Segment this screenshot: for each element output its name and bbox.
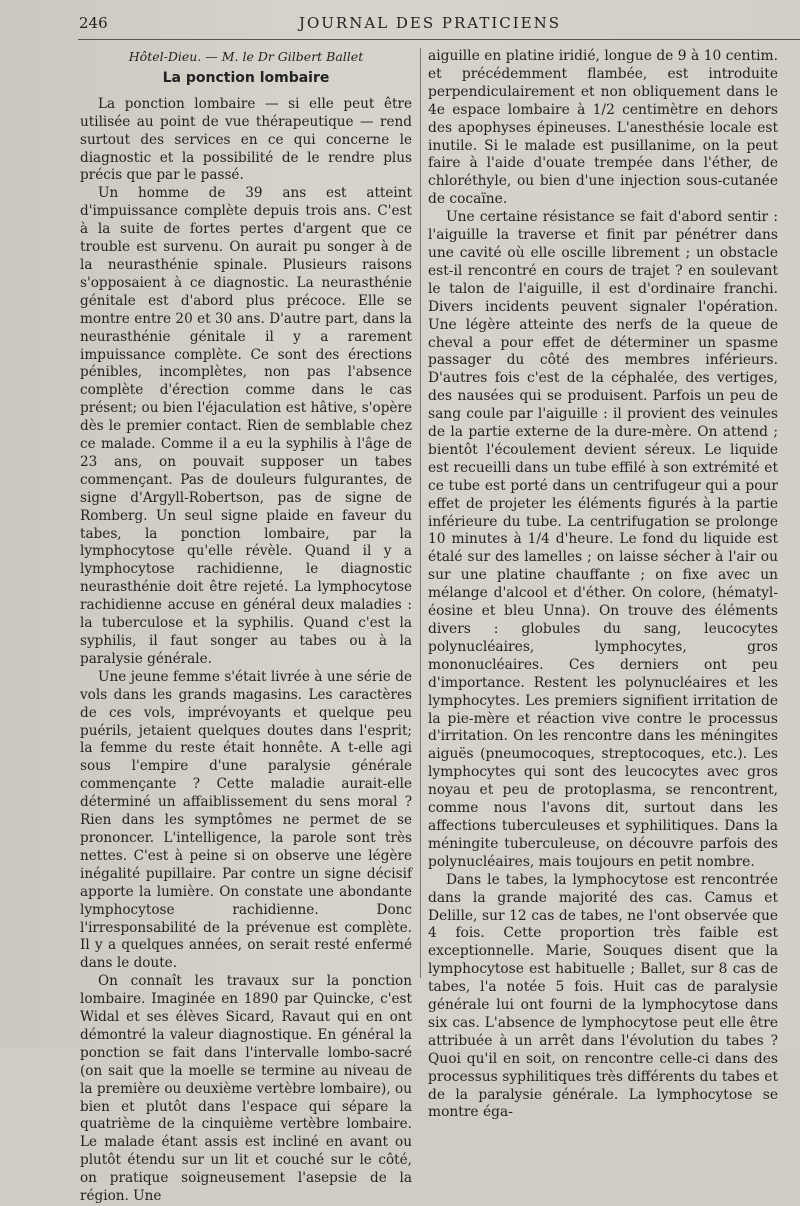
paragraph: Une jeune femme s'était livrée à une série de vols dans les grands magasins. Les caractères de ces vols, imprévoyants et quelque peu puérils, jetaient quelques doutes dans l'esprit; la femme du reste était honnête. A t-elle agi sous l'empire d'une paralysie générale commençante ? Cette maladie aurait-elle déterminé un affaiblissement du sens moral ? Rien dans les symptômes ne permet de se prononcer. L'intelligence, la parole sont très nettes. C'est à peine si on observe une légère inégalité pupillaire. Par contre un signe décisif apporte la lumière. On constate une abondante lymphocytose rachidienne. Donc l'irresponsabilité de la prévenue est complète. Il y a quelques années, on serait resté enfermé dans le doute.: [80, 668, 412, 972]
right-column: [428, 48, 778, 1121]
paragraph: aiguille en platine iridié, longue de 9 à 10 centim. et précédemment flambée, est introduite perpendiculairement et non obliquement dans le 4e espace lombaire à 1/2 centimètre en dehors des apophyses épineuses. L'anesthésie locale est inutile. Si le malade est pusillanime, on la peut faire à l'aide d'ouate trempée dans l'éther, de chloréthyle, ou bien d'une injection sous-cutanée de cocaïne.: [428, 48, 778, 208]
paragraph: Une certaine résistance se fait d'abord sentir : l'aiguille la traverse et finit par pénétrer dans une cavité où elle oscille librement ; un obstacle est-il rencontré en cours de trajet ? en soulevant le talon de l'aiguille, il est d'ordinaire franchi. Divers incidents peuvent signaler l'opération. Une légère atteinte des nerfs de la queue de cheval a pour effet de déterminer un spasme passager du côté des membres inférieurs. D'autres fois c'est de la céphalée, des vertiges, des nausées qui se produisent. Parfois un peu de sang coule par l'aiguille : il provient des veinules de la partie externe de la dure-mère. On attend ; bientôt l'écoulement devient séreux. Le liquide est recueilli dans un tube effilé à son extrémité et ce tube est porté dans un centrifugeur qui a pour effet de projeter les éléments figurés à la partie inférieure du tube. La centrifugation se prolonge 10 minutes à 1/4 d'heure. Le fond du liquide est étalé sur des lamelles ; on laisse sécher à l'air ou sur une platine chauffante ; on fixe avec un mélange d'alcool et d'éther. On colore, (hématyl-éosine et bleu Unna). On trouve des éléments divers : globules du sang, leucocytes polynucléaires, lymphocytes, gros mononucléaires. Ces derniers ont peu d'importance. Restent les polynucléaires et les lymphocytes. Les premiers signifient irritation de la pie-mère et réaction vive contre le processus d'irritation. On les rencontre dans les méningites aiguës (pneumocoques, streptocoques, etc.). Les lymphocytes qui sont des leucocytes avec gros noyau et peu de protoplasma, se rencontrent, comme nous l'avons dit, surtout dans les affections tuberculeuses et syphilitiques. Dans la méningite tuberculeuse, on découvre parfois des polynucléaires, mais toujours en petit nombre.: [428, 209, 778, 870]
column-divider: [420, 48, 421, 978]
journal-title: JOURNAL DES PRATICIENS: [298, 14, 562, 32]
article-byline: Hôtel-Dieu. — M. le Dr Gilbert Ballet: [128, 49, 364, 64]
left-column: [80, 48, 412, 1205]
paragraph: Un homme de 39 ans est atteint d'impuissance complète depuis trois ans. C'est à la suite de fortes pertes d'argent que ce trouble est survenu. On aurait pu songer à de la neurasthénie spinale. Plusieurs raisons s'opposaient à ce diagnostic. La neurasthénie génitale est d'abord plus précoce. Elle se montre entre 20 et 30 ans. D'autre part, dans la neurasthénie génitale il y a rarement impuissance complète. Ce sont des érections pénibles, incomplètes, non pas l'absence complète d'érection comme dans le cas présent; ou bien l'éjaculation est hâtive, s'opère dès le premier contact. Rien de semblable chez ce malade. Comme il a eu la syphilis à l'âge de 23 ans, on pouvait supposer un tabes commençant. Pas de douleurs fulgurantes, de signe d'Argyll-Robertson, pas de signe de Romberg. Un seul signe plaide en faveur du tabes, la ponction lombaire, par la lymphocytose qu'elle révèle. Quand il y a lymphocytose rachidienne, le diagnostic neurasthénie doit être rejeté. La lymphocytose rachidienne accuse en général deux maladies : la tuberculose et la syphilis. Quand c'est la syphilis, il faut songer au tabes ou à la paralysie générale.: [80, 185, 412, 667]
page-number: 246: [79, 14, 108, 32]
paragraph: On connaît les travaux sur la ponction lombaire. Imaginée en 1890 par Quincke, c'est Widal et ses élèves Sicard, Ravaut qui en ont démontré la valeur diagnostique. En général la ponction se fait dans l'intervalle lombo-sacré (on sait que la moelle se termine au niveau de la première ou deuxième vertèbre lombaire), ou bien et plutôt dans l'espace qui sépare la quatrième de la cinquième vertèbre lombaire. Le malade étant assis est incliné en avant ou plutôt étendu sur un lit et couché sur le côté, on pratique soigneusement l'asepsie de la région. Une: [80, 973, 412, 1205]
article-title: La ponction lombaire: [162, 69, 330, 86]
paragraph: La ponction lombaire — si elle peut être utilisée au point de vue thérapeutique — rend surtout des services en ce qui concerne le diagnostic et la possibilité de le rendre plus précis que par le passé.: [80, 95, 412, 184]
paragraph: Dans le tabes, la lymphocytose est rencontrée dans la grande majorité des cas. Camus et Delille, sur 12 cas de tabes, ne l'ont observée que 4 fois. Cette proportion très faible est exceptionnelle. Marie, Souques disent que la lymphocytose est habituelle ; Ballet, sur 8 cas de tabes, l'a notée 5 fois. Huit cas de paralysie générale lui ont fourni de la lymphocytose dans six cas. L'absence de lymphocytose peut elle être attribuée à un arrêt dans l'évolution du tabes ? Quoi qu'il en soit, on rencontre celle-ci dans des processus syphilitiques très différents du tabes et de la paralysie générale. La lymphocytose se montre éga-: [428, 871, 778, 1121]
header-rule: [78, 39, 800, 40]
running-head: [75, 14, 785, 36]
